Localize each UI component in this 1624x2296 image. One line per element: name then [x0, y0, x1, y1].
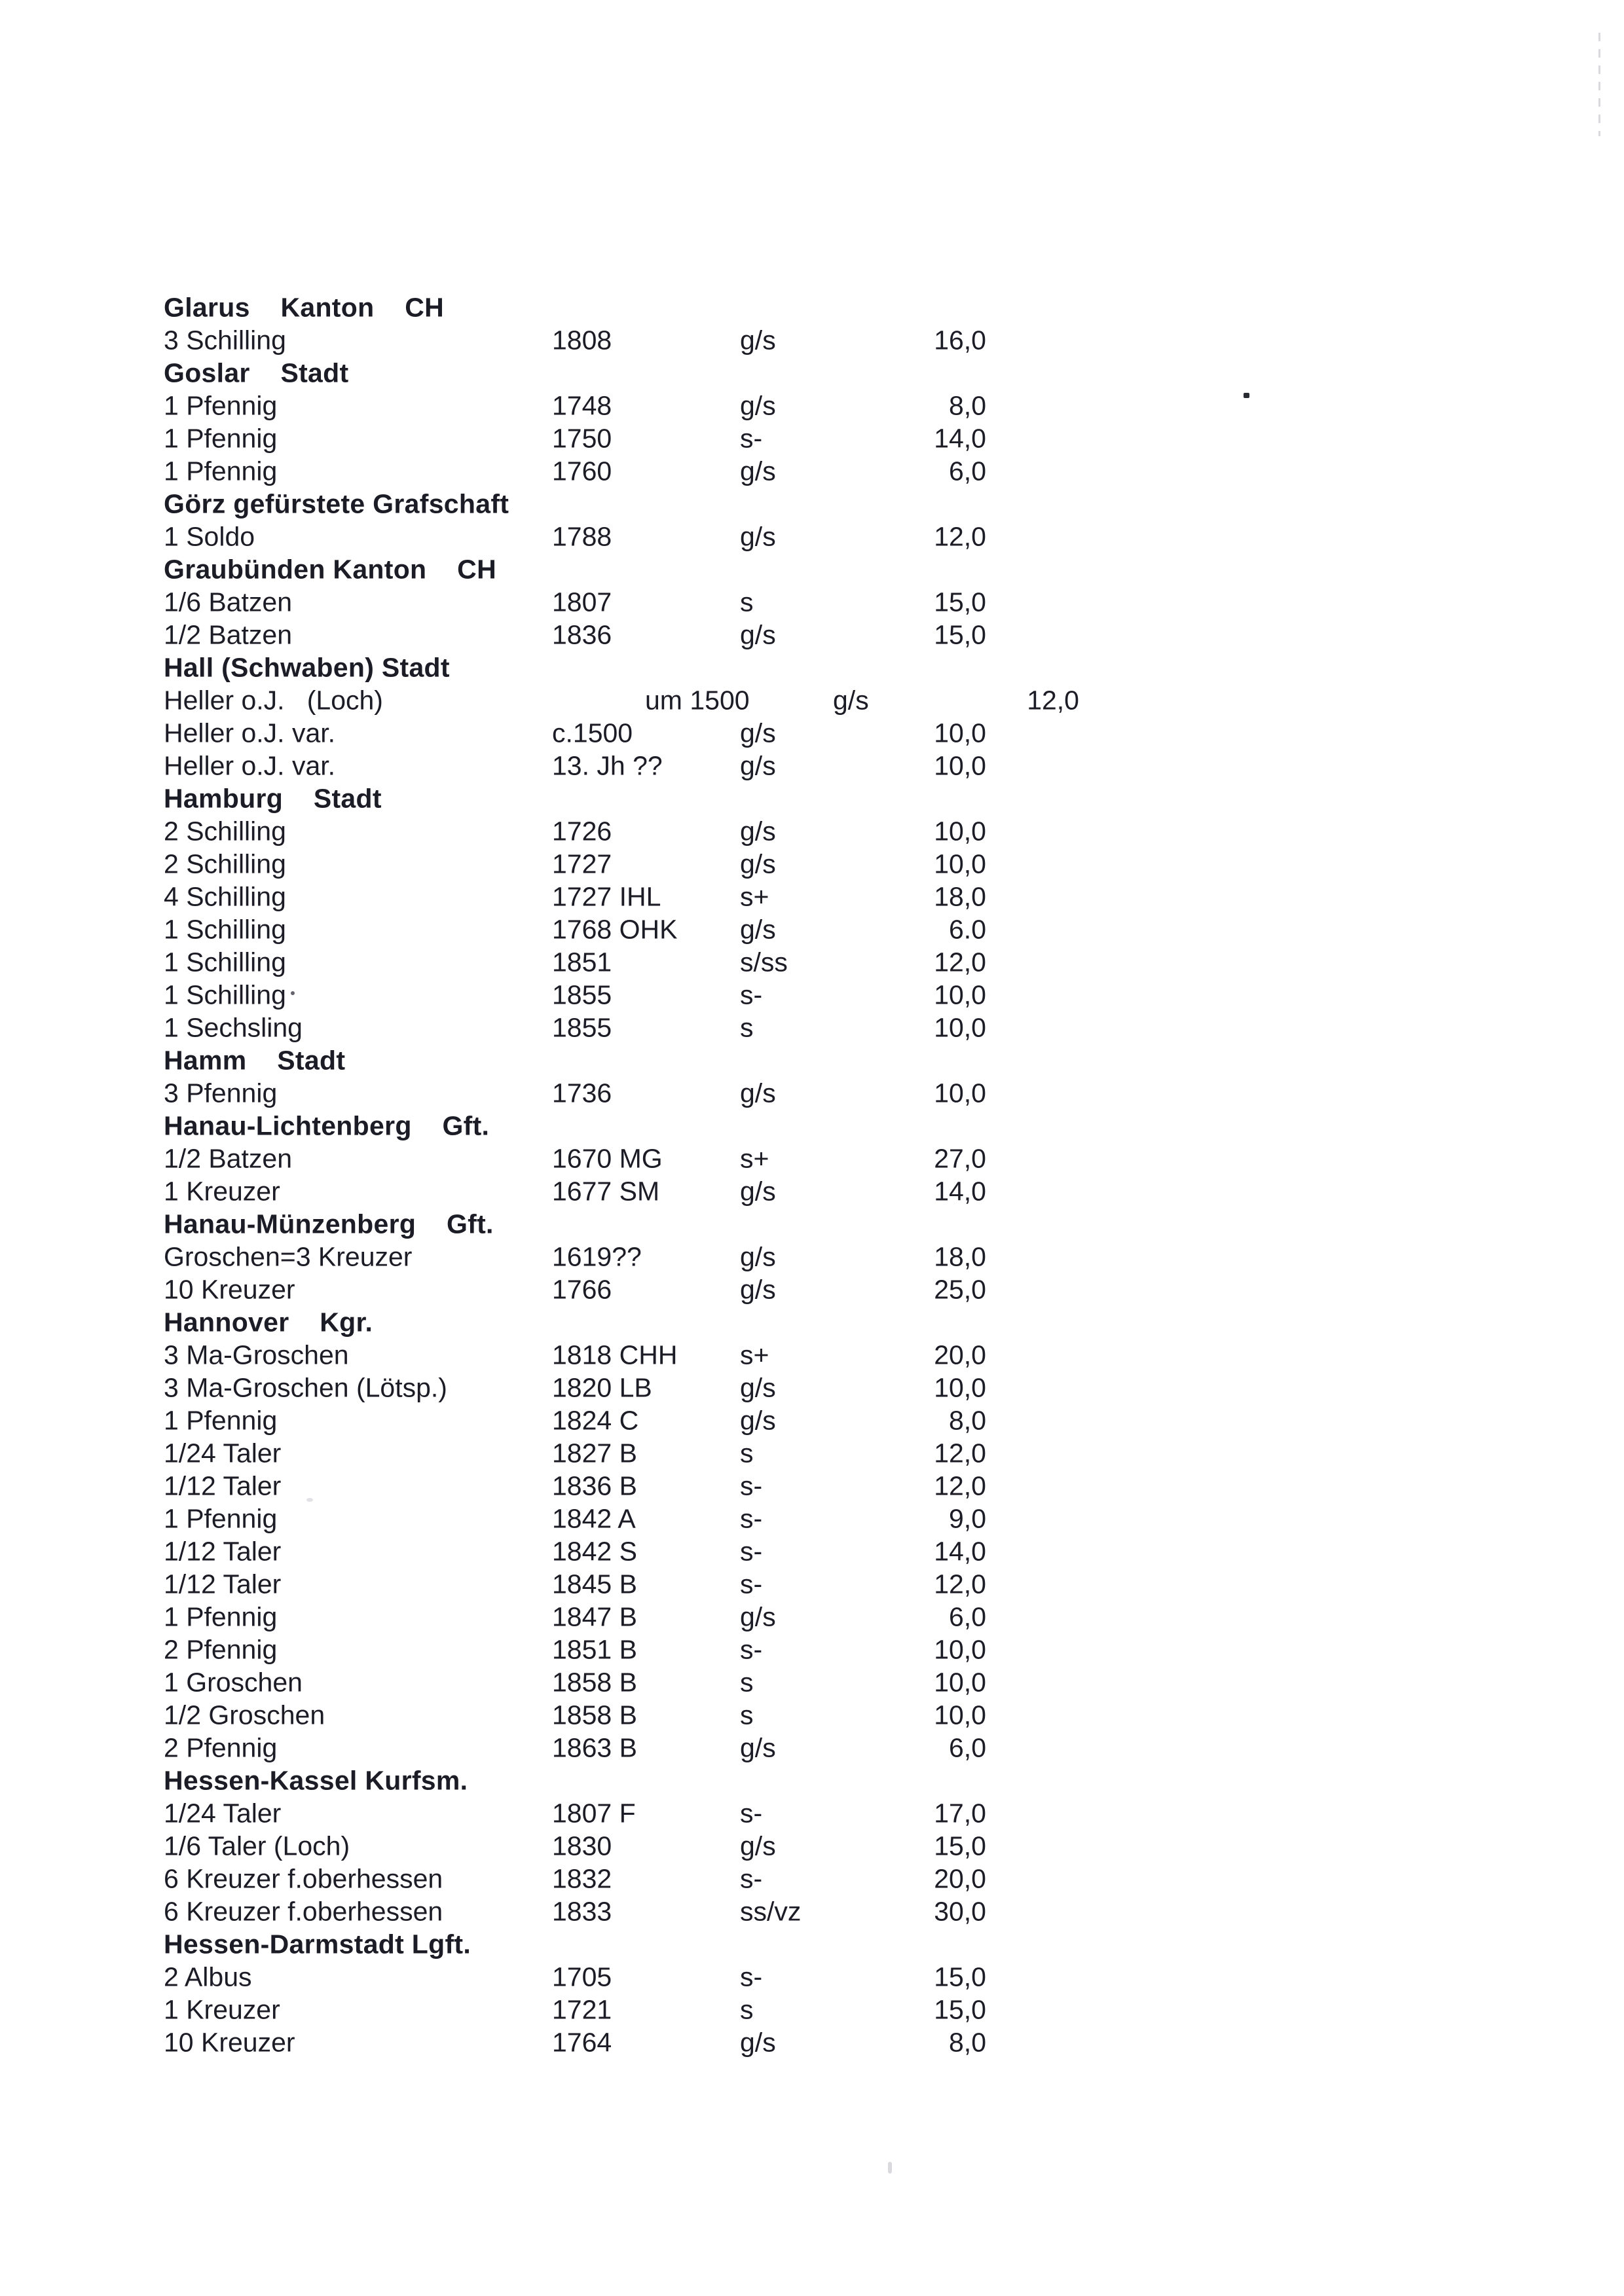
section-header-label: Graubünden Kanton CH	[164, 554, 496, 585]
coin-denomination: 1 Sechsling	[164, 1012, 303, 1043]
coin-grade: s-	[740, 1961, 763, 1992]
coin-denomination: 1/6 Taler (Loch)	[164, 1831, 350, 1861]
table-row	[0, 848, 1624, 881]
coin-denomination: 2 Schilling	[164, 816, 286, 847]
coin-grade: g/s	[740, 1732, 776, 1763]
coin-price: 15,0	[934, 587, 986, 617]
coin-year: 1750	[552, 423, 612, 454]
coin-price: 10,0	[934, 1012, 986, 1043]
coin-grade: g/s	[740, 1372, 776, 1403]
table-row	[0, 1077, 1624, 1110]
coin-denomination: 1 Kreuzer	[164, 1994, 280, 2025]
table-row	[0, 815, 1624, 848]
coin-year: 1851	[552, 947, 612, 977]
coin-year: 1818 CHH	[552, 1339, 678, 1370]
section-header-row	[0, 1110, 1624, 1142]
coin-grade: s	[740, 1012, 754, 1043]
coin-year: 13. Jh ??	[552, 750, 663, 781]
table-row	[0, 455, 1624, 488]
table-row	[0, 1241, 1624, 1273]
coin-denomination: 1 Schilling	[164, 914, 286, 945]
section-header-row	[0, 1928, 1624, 1961]
coin-grade: s-	[740, 979, 763, 1010]
coin-denomination: 4 Schilling	[164, 881, 286, 912]
coin-grade: g/s	[740, 521, 776, 552]
section-header-row	[0, 1306, 1624, 1339]
coin-year: 1845 B	[552, 1569, 637, 1599]
table-row	[0, 717, 1624, 750]
section-header-row	[0, 651, 1624, 684]
coin-year: 1764	[552, 2027, 612, 2058]
table-row	[0, 1633, 1624, 1666]
coin-year: 1855	[552, 1012, 612, 1043]
coin-price: 10,0	[934, 1667, 986, 1698]
section-header-label: Goslar Stadt	[164, 357, 349, 388]
coin-price: 27,0	[934, 1143, 986, 1174]
coin-year: 1851 B	[552, 1634, 637, 1665]
coin-grade: s-	[740, 1863, 763, 1894]
coin-denomination: 1/2 Groschen	[164, 1700, 325, 1730]
coin-price: 6,0	[949, 456, 986, 486]
section-header-row	[0, 1764, 1624, 1797]
section-header-label: Hamm Stadt	[164, 1045, 346, 1076]
coin-denomination: 1/6 Batzen	[164, 587, 293, 617]
coin-year: 1807 F	[552, 1798, 636, 1829]
coin-price: 20,0	[934, 1863, 986, 1894]
coin-grade: g/s	[740, 750, 776, 781]
coin-price: 10,0	[934, 848, 986, 879]
section-header-row	[0, 357, 1624, 390]
coin-year: 1727 IHL	[552, 881, 661, 912]
coin-grade: s-	[740, 1798, 763, 1829]
table-row	[0, 619, 1624, 651]
table-row	[0, 750, 1624, 782]
table-row	[0, 1863, 1624, 1895]
table-row	[0, 520, 1624, 553]
coin-price: 12,0	[934, 1438, 986, 1468]
coin-year: 1855	[552, 979, 612, 1010]
coin-denomination: 3 Pfennig	[164, 1078, 278, 1108]
coin-year: 1726	[552, 816, 612, 847]
coin-year: 1727	[552, 848, 612, 879]
table-row	[0, 1535, 1624, 1568]
coin-denomination: 1 Pfennig	[164, 1503, 278, 1534]
table-row	[0, 1994, 1624, 2026]
coin-denomination: 1 Kreuzer	[164, 1176, 280, 1207]
coin-denomination: Groschen=3 Kreuzer	[164, 1241, 413, 1272]
table-row	[0, 913, 1624, 946]
coin-price: 10,0	[934, 1700, 986, 1730]
coin-year: 1858 B	[552, 1667, 637, 1698]
coin-grade: s	[740, 1667, 754, 1698]
coin-price: 8,0	[949, 2027, 986, 2058]
coin-grade: g/s	[740, 619, 776, 650]
table-row	[0, 1437, 1624, 1470]
coin-denomination: 2 Schilling	[164, 848, 286, 879]
coin-year: 1833	[552, 1896, 612, 1927]
section-header-row	[0, 488, 1624, 520]
coin-year: 1788	[552, 521, 612, 552]
coin-price: 10,0	[934, 750, 986, 781]
table-row	[0, 1568, 1624, 1601]
coin-price: 10,0	[934, 718, 986, 748]
coin-grade: s+	[740, 1143, 769, 1174]
coin-grade: g/s	[740, 1831, 776, 1861]
section-header-label: Hamburg Stadt	[164, 783, 382, 814]
coin-price: 9,0	[949, 1503, 986, 1534]
table-row	[0, 1797, 1624, 1830]
coin-year: 1858 B	[552, 1700, 637, 1730]
coin-denomination: 1/24 Taler	[164, 1798, 282, 1829]
section-header-label: Hessen-Darmstadt Lgft.	[164, 1929, 471, 1959]
coin-grade: s-	[740, 1634, 763, 1665]
coin-price: 10,0	[934, 1078, 986, 1108]
coin-price: 15,0	[934, 1831, 986, 1861]
coin-year: c.1500	[552, 718, 633, 748]
table-row	[0, 324, 1624, 357]
coin-price: 30,0	[934, 1896, 986, 1927]
section-header-label: Hannover Kgr.	[164, 1307, 373, 1338]
coin-grade: g/s	[740, 1176, 776, 1207]
coin-price: 18,0	[934, 881, 986, 912]
table-row	[0, 1503, 1624, 1535]
table-row	[0, 979, 1624, 1011]
coin-year: 1705	[552, 1961, 612, 1992]
coin-year: 1736	[552, 1078, 612, 1108]
table-row	[0, 1666, 1624, 1699]
table-row	[0, 1372, 1624, 1404]
scan-speck	[888, 2162, 892, 2174]
coin-price: 20,0	[934, 1339, 986, 1370]
coin-denomination: 2 Pfennig	[164, 1732, 278, 1763]
coin-grade: g/s	[740, 914, 776, 945]
coin-denomination: Heller o.J. (Loch)	[164, 685, 383, 716]
coin-price: 14,0	[934, 423, 986, 454]
coin-denomination: 2 Albus	[164, 1961, 252, 1992]
section-header-row	[0, 553, 1624, 586]
coin-denomination: 2 Pfennig	[164, 1634, 278, 1665]
coin-grade: s	[740, 1700, 754, 1730]
coin-grade: s+	[740, 1339, 769, 1370]
coin-grade: g/s	[740, 848, 776, 879]
coin-year: 1824 C	[552, 1405, 639, 1436]
coin-grade: g/s	[740, 1601, 776, 1632]
coin-denomination: 1 Pfennig	[164, 1601, 278, 1632]
coin-price: 15,0	[934, 1994, 986, 2025]
coin-price: 6,0	[949, 1601, 986, 1632]
coin-year: 1768 OHK	[552, 914, 678, 945]
coin-denomination: 1 Pfennig	[164, 1405, 278, 1436]
coin-denomination: 6 Kreuzer f.oberhessen	[164, 1863, 443, 1894]
coin-denomination: 1/24 Taler	[164, 1438, 282, 1468]
table-row	[0, 946, 1624, 979]
coin-year: 1827 B	[552, 1438, 637, 1468]
scan-streak-artifact	[1598, 33, 1600, 136]
coin-denomination: 1 Soldo	[164, 521, 255, 552]
section-header-row	[0, 1044, 1624, 1077]
coin-year: 1619??	[552, 1241, 642, 1272]
coin-year: 1820 LB	[552, 1372, 652, 1403]
coin-denomination: 1/12 Taler	[164, 1536, 282, 1567]
section-header-label: Hessen-Kassel Kurfsm.	[164, 1765, 468, 1796]
coin-price: 6.0	[949, 914, 986, 945]
coin-grade: s-	[740, 1503, 763, 1534]
section-header-row	[0, 782, 1624, 815]
coin-denomination: 1/12 Taler	[164, 1470, 282, 1501]
coin-grade: s/ss	[740, 947, 788, 977]
coin-price: 12,0	[934, 521, 986, 552]
coin-year: 1721	[552, 1994, 612, 2025]
section-header-row	[0, 1208, 1624, 1241]
table-row	[0, 586, 1624, 619]
coin-grade: g/s	[740, 816, 776, 847]
coin-year: 1836	[552, 619, 612, 650]
coin-grade: s	[740, 587, 754, 617]
coin-price: 12,0	[1027, 685, 1079, 716]
coin-denomination: 6 Kreuzer f.oberhessen	[164, 1896, 443, 1927]
coin-denomination: 1 Pfennig	[164, 390, 278, 421]
coin-grade: g/s	[740, 2027, 776, 2058]
section-header-row	[0, 291, 1624, 324]
table-row	[0, 684, 1624, 717]
coin-price: 15,0	[934, 619, 986, 650]
coin-denomination: 1 Schilling	[164, 979, 286, 1010]
coin-grade: g/s	[740, 390, 776, 421]
coin-grade: g/s	[740, 1274, 776, 1305]
coin-year: 1760	[552, 456, 612, 486]
coin-denomination: 1 Groschen	[164, 1667, 303, 1698]
coin-price: 14,0	[934, 1536, 986, 1567]
coin-grade: s-	[740, 1536, 763, 1567]
coin-year: 1670 MG	[552, 1143, 663, 1174]
table-row	[0, 1175, 1624, 1208]
coin-grade: g/s	[740, 456, 776, 486]
table-row	[0, 1142, 1624, 1175]
coin-price: 10,0	[934, 1372, 986, 1403]
coin-price: 14,0	[934, 1176, 986, 1207]
coin-grade: g/s	[740, 325, 776, 355]
table-row	[0, 1273, 1624, 1306]
section-header-label: Hall (Schwaben) Stadt	[164, 652, 450, 683]
coin-year: 1842 S	[552, 1536, 637, 1567]
table-row	[0, 1011, 1624, 1044]
table-row	[0, 1470, 1624, 1503]
coin-denomination: Heller o.J. var.	[164, 750, 336, 781]
coin-price: 25,0	[934, 1274, 986, 1305]
coin-year: 1830	[552, 1831, 612, 1861]
coin-year: 1748	[552, 390, 612, 421]
coin-price: 12,0	[934, 1569, 986, 1599]
coin-year: 1836 B	[552, 1470, 637, 1501]
coin-denomination: 1/2 Batzen	[164, 1143, 293, 1174]
section-header-label: Görz gefürstete Grafschaft	[164, 488, 509, 519]
section-header-label: Hanau-Münzenberg Gft.	[164, 1209, 494, 1239]
coin-denomination: Heller o.J. var.	[164, 718, 336, 748]
coin-year: 1842 A	[552, 1503, 636, 1534]
coin-grade: s	[740, 1994, 754, 2025]
coin-price: 17,0	[934, 1798, 986, 1829]
coin-price: 10,0	[934, 979, 986, 1010]
coin-price: 12,0	[934, 1470, 986, 1501]
coin-grade: g/s	[740, 718, 776, 748]
coin-price: 8,0	[949, 390, 986, 421]
coin-grade: s-	[740, 423, 763, 454]
coin-denomination: 10 Kreuzer	[164, 1274, 295, 1305]
coin-grade: s-	[740, 1470, 763, 1501]
coin-price: 15,0	[934, 1961, 986, 1992]
coin-price: 12,0	[934, 947, 986, 977]
coin-year: um 1500	[645, 685, 750, 716]
coin-year: 1807	[552, 587, 612, 617]
coin-year: 1847 B	[552, 1601, 637, 1632]
coin-price: 16,0	[934, 325, 986, 355]
coin-grade: g/s	[740, 1078, 776, 1108]
coin-grade: g/s	[833, 685, 869, 716]
coin-denomination: 1/2 Batzen	[164, 619, 293, 650]
coin-denomination: 1 Pfennig	[164, 456, 278, 486]
table-row	[0, 390, 1624, 422]
coin-grade: s	[740, 1438, 754, 1468]
coin-grade: g/s	[740, 1241, 776, 1272]
coin-year: 1808	[552, 325, 612, 355]
table-row	[0, 1699, 1624, 1732]
coin-denomination: 3 Ma-Groschen	[164, 1339, 349, 1370]
coin-price: 10,0	[934, 816, 986, 847]
section-header-label: Glarus Kanton CH	[164, 292, 445, 323]
table-row	[0, 422, 1624, 455]
coin-denomination: 1 Schilling	[164, 947, 286, 977]
table-row	[0, 1895, 1624, 1928]
coin-grade: s-	[740, 1569, 763, 1599]
coin-year: 1863 B	[552, 1732, 637, 1763]
coin-price: 8,0	[949, 1405, 986, 1436]
coin-price: 10,0	[934, 1634, 986, 1665]
coin-grade: g/s	[740, 1405, 776, 1436]
section-header-label: Hanau-Lichtenberg Gft.	[164, 1110, 490, 1141]
table-row	[0, 2026, 1624, 2059]
table-row	[0, 881, 1624, 913]
coin-year: 1766	[552, 1274, 612, 1305]
coin-price-list	[0, 291, 1624, 2059]
coin-grade: s+	[740, 881, 769, 912]
coin-grade: ss/vz	[740, 1896, 802, 1927]
coin-year: 1677 SM	[552, 1176, 660, 1207]
table-row	[0, 1404, 1624, 1437]
coin-price: 6,0	[949, 1732, 986, 1763]
coin-denomination: 10 Kreuzer	[164, 2027, 295, 2058]
table-row	[0, 1961, 1624, 1994]
table-row	[0, 1601, 1624, 1633]
table-row	[0, 1339, 1624, 1372]
coin-denomination: 3 Ma-Groschen (Lötsp.)	[164, 1372, 447, 1403]
table-row	[0, 1732, 1624, 1764]
coin-denomination: 1/12 Taler	[164, 1569, 282, 1599]
coin-year: 1832	[552, 1863, 612, 1894]
table-row	[0, 1830, 1624, 1863]
coin-price: 18,0	[934, 1241, 986, 1272]
coin-denomination: 3 Schilling	[164, 325, 286, 355]
coin-denomination: 1 Pfennig	[164, 423, 278, 454]
